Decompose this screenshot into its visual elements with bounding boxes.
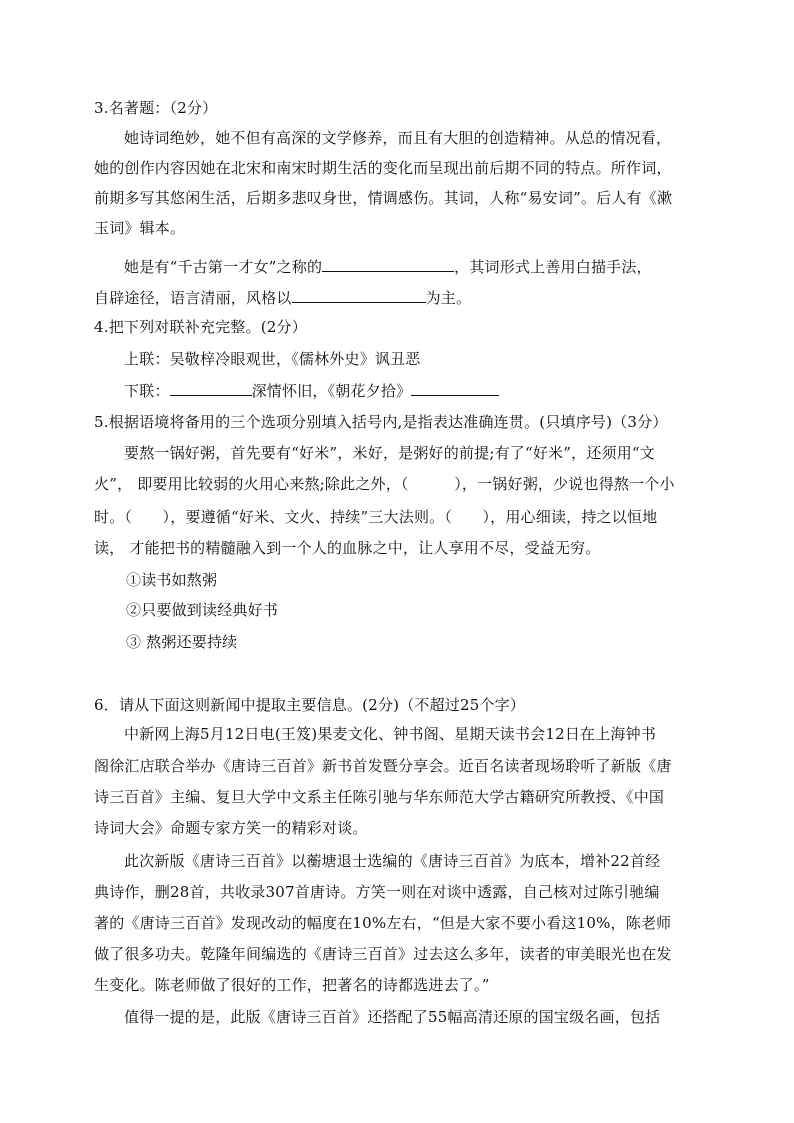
q5-option: ①读书如熬粥 (126, 571, 218, 589)
q3-fill-text: 为主。 (425, 289, 472, 307)
q3-fill-text: ，其词形式上善用白描手法， (454, 258, 652, 276)
q4-lower-prefix: 下联： (124, 382, 170, 400)
answer-blank[interactable] (322, 256, 454, 272)
q5-paragraph-line: 读， 才能把书的精髓融入到一个人的血脉之中，让人享用不尽，受益无穷。 (94, 539, 601, 557)
q6-news-line: 中新网上海5月12日电(王笈)果麦文化、钟书阁、星期天读书会12日在上海钟书 (124, 725, 657, 743)
q3-paragraph-line: 前期多写其悠闲生活，后期多悲叹身世，情调感伤。其词，人称“易安词”。后人有《漱 (94, 189, 673, 207)
q4-lower-middle: 深情怀旧，《朝花夕拾》 (251, 382, 412, 400)
q3-fill-line-2 (94, 287, 471, 308)
q3-fill-text: 她是有“千古第一才女”之称的 (124, 258, 323, 276)
answer-blank[interactable] (170, 380, 252, 396)
answer-blank[interactable] (292, 287, 426, 303)
q6-news-line: 典诗作，删28首，共收录307首唐诗。方笑一则在对谈中透露，自己核对过陈引驰编 (94, 883, 660, 901)
q6-news-line: 此次新版《唐诗三百首》以蘅塘退士选编的《唐诗三百首》为底本，增补22首经 (124, 852, 661, 870)
q6-news-line: 诗词大会》命题专家方笑一的精彩对谈。 (94, 819, 368, 837)
q3-paragraph-line: 她诗词绝妙，她不但有高深的文学修养，而且有大胆的创造精神。从总的情况看， (124, 129, 672, 147)
q4-upper-couplet: 上联：吴敬梓冷眼观世，《儒林外史》讽丑恶 (124, 350, 421, 368)
q6-news-line: 著的《唐诗三百首》发现改动的幅度在10%左右，“但是大家不要小看这10%，陈老师 (94, 914, 672, 932)
q3-paragraph-line: 她的创作内容因她在北宋和南宋时期生活的变化而呈现出前后期不同的特点。所作词， (94, 159, 672, 177)
q6-news-line: 值得一提的是，此版《唐诗三百首》还搭配了55幅高清还原的国宝级名画，包括 (124, 1008, 661, 1026)
q6-news-line: 诗三百首》主编、复旦大学中文系主任陈引驰与华东师范大学古籍研究所教授、《中国 (94, 788, 665, 806)
q3-fill-text: 自辟途径，语言清丽，风格以 (94, 289, 292, 307)
q4-title: 4.把下列对联补充完整。(2分） (94, 318, 307, 336)
q4-lower-couplet (124, 380, 499, 401)
q5-title: 5.根据语境将备用的三个选项分别填入括号内,是指表达准确连贯。(只填序号)（3分） (94, 413, 668, 431)
q5-paragraph-line: 要熬一锅好粥，首先要有“好米”，米好，是粥好的前提;有了“好米”，还须用“文 (124, 444, 655, 462)
q5-paragraph-line: 时。（ ），要遵循“好米、文火、持续”三大法则。（ ），用心细读，持之以恒地 (94, 508, 658, 526)
answer-blank[interactable] (411, 380, 499, 396)
q5-paragraph-line: 火”， 即要用比较弱的火用心来熬;除此之外，（ ），一锅好粥，少说也得熬一个小 (94, 475, 675, 493)
q3-fill-line-1 (124, 256, 652, 277)
q3-paragraph-line: 玉词》辑本。 (94, 219, 186, 237)
q6-news-line: 阁徐汇店联合举办《唐诗三百首》新书首发暨分享会。近百名读者现场聆听了新版《唐 (94, 757, 672, 775)
q6-news-line: 生变化。陈老师做了很好的工作，把著名的诗都选进去了。” (94, 976, 490, 994)
q5-option: ②只要做到读经典好书 (126, 601, 279, 619)
q6-news-line: 做了很多功夫。乾隆年间编选的《唐诗三百首》过去这么多年，读者的审美眼光也在发 (94, 945, 672, 963)
q6-title: 6．请从下面这则新闻中提取主要信息。(2分)（不超过25个字） (94, 696, 526, 714)
q5-option: ③ 熬粥还要持续 (126, 633, 238, 651)
q3-title: 3.名著题：（2分） (94, 99, 218, 117)
